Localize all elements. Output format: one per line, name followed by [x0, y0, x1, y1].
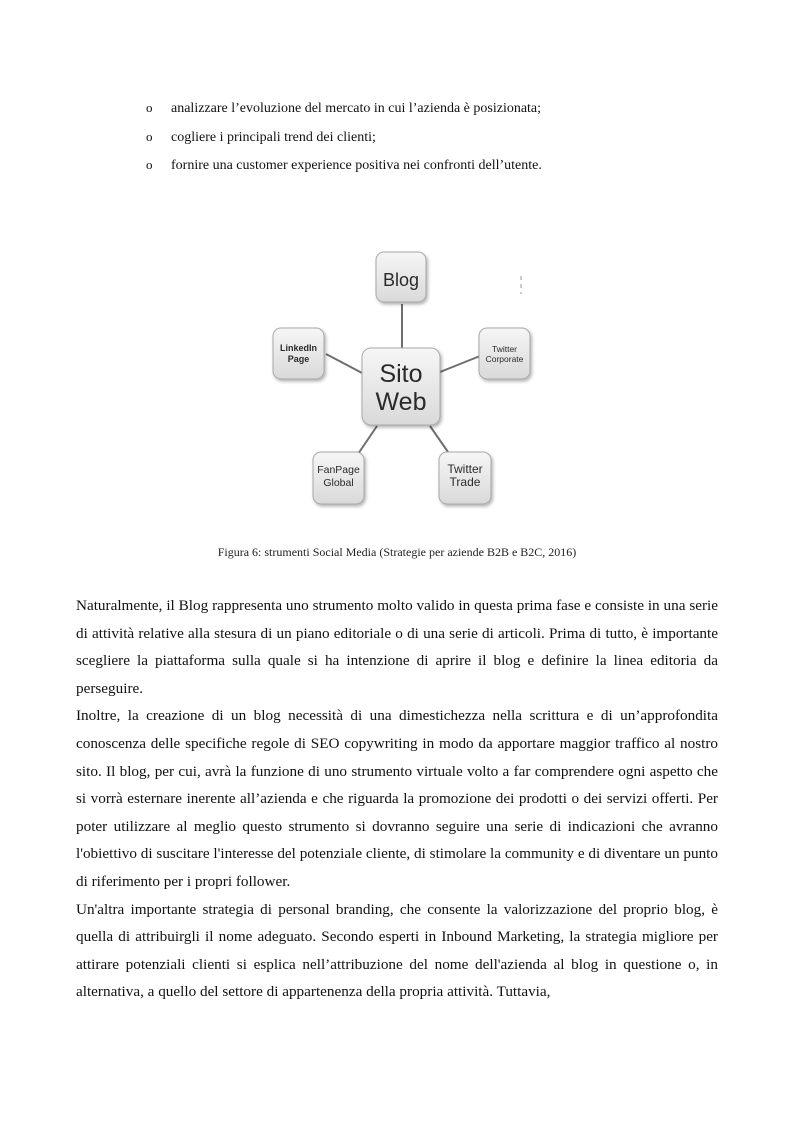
bullet-text: fornire una customer experience positiva nei confronti dell’utente.	[171, 158, 542, 173]
bullet-item	[146, 123, 706, 152]
node-twitter-trade	[439, 452, 491, 504]
node-twitter-trade-label-2: Trade	[449, 475, 481, 489]
paragraph: Un'altra importante strategia di personal branding, che consente la valorizzazione del proprio blog, è quella di attribuirgli il nome adeguato. Secondo esperti in Inbound Marketing, la strategia migliore per attirare potenziali clienti si esplica nell’attribuzione del nome dell'azienda al blog in questione o, in alternativa, a quello del settore di appartenenza della propria attività. Tuttavia,	[76, 900, 718, 1001]
bullet-marker: o	[146, 100, 153, 115]
bullet-item	[146, 151, 706, 180]
social-media-diagram	[262, 246, 548, 510]
edge-center-fanpage	[358, 426, 377, 454]
node-linkedin-page	[273, 328, 324, 379]
bullet-text: analizzare l’evoluzione del mercato in cui l’azienda è posizionata;	[171, 101, 542, 116]
node-fanpage-label-1: FanPage	[317, 464, 360, 476]
node-twitter-corporate-label-1: Twitter	[491, 344, 518, 354]
edge-center-linkedin	[326, 354, 364, 374]
node-twitter-corporate-label-2: Corporate	[485, 354, 524, 364]
paragraph: Inoltre, la creazione di un blog necessità di una dimestichezza nella scrittura e di un’approfondita conoscenza delle specifiche regole di SEO copywriting in modo da apportare maggior traffico al nostro sito. Il blog, per cui, avrà la funzione di uno strumento virtuale volto a far comprendere ogni aspetto che si vorrà esternare inerente all’azienda e che riguarda la promozione dei prodotti o dei servizi offerti. Per poter utilizzare al meglio questo strumento si dovranno seguire una serie di indicazioni che avranno l'obiettivo di suscitare l'interesse del potenziale cliente, di stimolare la community e di diventare un punto di riferimento per i propri follower.	[76, 707, 718, 890]
node-linkedin-label-1: LinkedIn	[279, 343, 318, 353]
paragraph: Naturalmente, il Blog rappresenta uno strumento molto valido in questa prima fase e consiste in una serie di attività relative alla stesura di un piano editoriale o di una serie di articoli. Prima di tutto, è importante scegliere la piattaforma sulla quale si ha intenzione di aprire il blog e definire la linea editoria da perseguire.	[76, 597, 718, 697]
node-blog	[376, 252, 426, 302]
node-blog-label: Blog	[382, 270, 420, 290]
node-sito-web-label-1: Sito	[379, 360, 423, 388]
node-twitter-corporate	[479, 328, 530, 379]
node-sito-web	[362, 348, 440, 425]
node-fanpage-label-2: Global	[323, 477, 354, 489]
edge-center-twitter-trade	[430, 426, 448, 452]
bullet-marker: o	[146, 157, 153, 172]
node-fanpage-global	[313, 452, 364, 504]
body-text	[76, 592, 718, 1006]
bullet-item	[146, 94, 706, 123]
bullet-list	[146, 94, 706, 180]
bullet-marker: o	[146, 128, 153, 144]
figure-caption: Figura 6: strumenti Social Media (Strategie per aziende B2B e B2C, 2016)	[217, 545, 577, 559]
bullet-text: cogliere i principali trend dei clienti;	[171, 129, 376, 145]
edge-center-twitter-corporate	[440, 356, 480, 372]
node-twitter-trade-label-1: Twitter	[447, 462, 483, 476]
node-linkedin-label-2: Page	[287, 354, 310, 364]
node-sito-web-label-2: Web	[375, 388, 427, 416]
